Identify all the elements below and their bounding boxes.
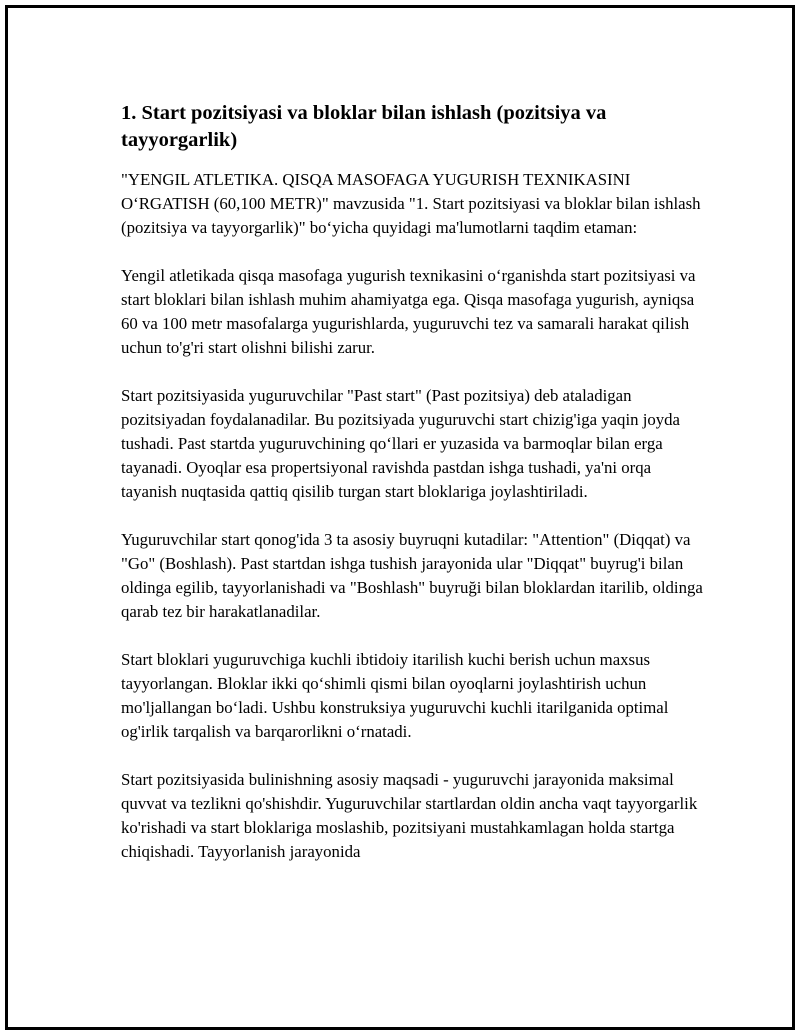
document-body: [121, 100, 706, 888]
paragraph-start-blocks: Start bloklari yuguruvchiga kuchli ibtidoiy itarilish kuchi berish uchun maxsus tayyorlangan. Bloklar ikki qo‘shimli qismi bilan oyoqlarni joylashtirish uchun mo'ljallangan bo‘ladi. Ushbu konstruksiya yuguruvchi kuchli itarilganida optimal og'irlik tarqalish va barqarorlikni o‘rnatadi.: [121, 650, 669, 741]
section-heading: 1. Start pozitsiyasi va bloklar bilan ishlash (pozitsiya va tayyorgarlik): [121, 102, 607, 151]
paragraph-low-start: Start pozitsiyasida yuguruvchilar "Past start" (Past pozitsiya) deb ataladigan pozitsiyadan foydalanadilar. Bu pozitsiyada yuguruvchi start chizig'iga yaqin joyda tushadi. Past startda yuguruvchining qo‘llari er yuzasida va barmoqlar bilan erga tayanadi. Oyoqlar esa propertsiyonal ravishda pastdan ishga tushadi, ya'ni orqa tayanish nuqtasida qattiq qisilib turgan start bloklariga joylashtiriladi.: [121, 386, 680, 501]
paragraph-intro: "YENGIL ATLETIKA. QISQA MASOFAGA YUGURISH TEXNIKASINI O‘RGATISH (60,100 METR)" mavzusida "1. Start pozitsiyasi va bloklar bilan ishlash (pozitsiya va tayyorgarlik)" bo‘yicha quyidagi ma'lumotlarni taqdim etaman:: [121, 170, 701, 237]
paragraph-purpose: Start pozitsiyasida bulinishning asosiy maqsadi - yuguruvchi jarayonida maksimal quvvat va tezlikni qo'shishdir. Yuguruvchilar startlardan oldin ancha vaqt tayyorgarlik ko'rishadi va start bloklariga moslashib, pozitsiyani mustahkamlagan holda startga chiqishadi. Tayyorlanish jarayonida: [121, 770, 698, 861]
paragraph-importance: Yengil atletikada qisqa masofaga yugurish texnikasini o‘rganishda start pozitsiyasi va start bloklari bilan ishlash muhim ahamiyatga ega. Qisqa masofaga yugurish, ayniqsa 60 va 100 metr masofalarga yugurishlarda, yuguruvchi tez va samarali harakat qilish uchun to'g'ri start olishni bilishi zarur.: [121, 266, 696, 357]
paragraph-commands: Yuguruvchilar start qonog'ida 3 ta asosiy buyruqni kutadilar: "Attention" (Diqqat) va "Go" (Boshlash). Past startdan ishga tushish jarayonida ular "Diqqat" buyrug'i bilan oldinga egilib, tayyorlanishadi va "Boshlash" buyruği bilan bloklardan itarilib, oldinga qarab tez bir harakatlanadilar.: [121, 530, 703, 621]
page-frame: [5, 5, 795, 1030]
